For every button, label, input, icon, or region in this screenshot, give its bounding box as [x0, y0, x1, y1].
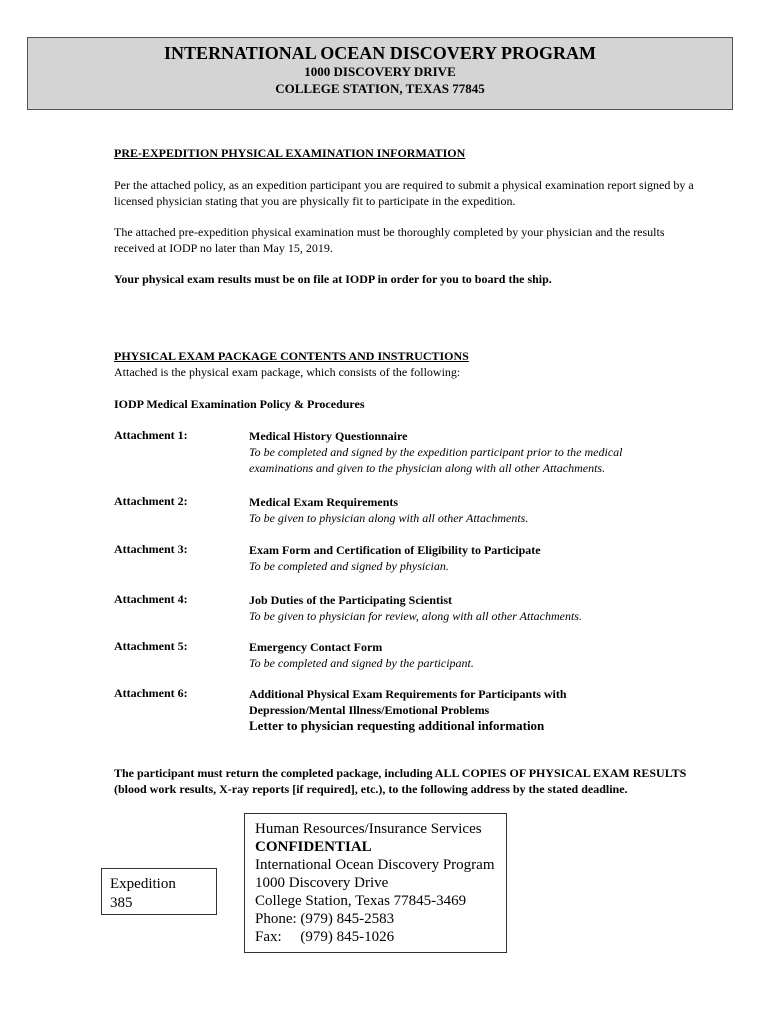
- return-instructions: The participant must return the completed package, including ALL COPIES OF PHYSICAL EXAM RESULTS (blood work results, X-ray reports [if required], etc.), to the following address by the stated deadline.: [114, 766, 687, 796]
- attachment-title: Exam Form and Certification of Eligibility to Participate: [249, 543, 541, 557]
- organization-title: INTERNATIONAL OCEAN DISCOVERY PROGRAM: [164, 43, 596, 63]
- attachment-label: Attachment 6:: [114, 686, 188, 700]
- attachment-description: To be given to physician for review, along with all other Attachments.: [249, 609, 582, 623]
- pre-exam-paragraph-2: The attached pre-expedition physical examination must be thoroughly completed by your physician and the results received at IODP no later than May 15, 2019.: [114, 225, 665, 255]
- attachment-title: Emergency Contact Form: [249, 640, 383, 654]
- pre-exam-section-title: PRE-EXPEDITION PHYSICAL EXAMINATION INFORMATION: [114, 146, 466, 160]
- attachment-label: Attachment 3:: [114, 542, 188, 556]
- address-street: 1000 Discovery Drive: [255, 875, 389, 891]
- attachment-label: Attachment 2:: [114, 494, 188, 508]
- address-phone: Phone: (979) 845-2583: [255, 911, 395, 927]
- organization-address-city: COLLEGE STATION, TEXAS 77845: [275, 81, 485, 96]
- attachment-title: Medical History Questionnaire: [249, 429, 408, 443]
- attachment-description: To be completed and signed by the participant.: [249, 656, 474, 670]
- address-city: College Station, Texas 77845-3469: [255, 893, 467, 909]
- attachment-item: [249, 494, 689, 526]
- attachment-title: Job Duties of the Participating Scientist: [249, 593, 452, 607]
- attachment-item: [249, 428, 689, 476]
- package-intro: Attached is the physical exam package, which consists of the following:: [114, 365, 461, 379]
- attachment-title: Medical Exam Requirements: [249, 495, 399, 509]
- attachment-item: [249, 639, 689, 671]
- address-confidential: CONFIDENTIAL: [255, 839, 372, 855]
- attachment-item: [249, 592, 689, 624]
- return-address-box: [244, 813, 507, 953]
- attachment-title: Additional Physical Exam Requirements for Participants with Depression/Mental Illness/Emotional Problems: [249, 687, 567, 717]
- address-fax: Fax: (979) 845-1026: [255, 929, 395, 945]
- expedition-label: Expedition: [110, 876, 176, 892]
- expedition-box: [101, 868, 217, 915]
- attachment-label: Attachment 5:: [114, 639, 188, 653]
- attachment-item: [249, 686, 619, 734]
- attachment-label: Attachment 1:: [114, 428, 188, 442]
- expedition-number: 385: [110, 895, 133, 911]
- package-section-title: PHYSICAL EXAM PACKAGE CONTENTS AND INSTRUCTIONS: [114, 349, 469, 363]
- pre-exam-paragraph-1: Per the attached policy, as an expedition participant you are required to submit a physical examination report signed by a licensed physician stating that you are physically fit to participate in the expedition.: [114, 178, 694, 208]
- attachment-description: To be given to physician along with all other Attachments.: [249, 511, 529, 525]
- address-department: Human Resources/Insurance Services: [255, 821, 482, 837]
- attachment-label: Attachment 4:: [114, 592, 188, 606]
- letterhead-box: [27, 37, 733, 110]
- attachment-description: To be completed and signed by physician.: [249, 559, 449, 573]
- attachment-extra-letter: Letter to physician requesting additional information: [249, 718, 545, 733]
- address-organization: International Ocean Discovery Program: [255, 857, 495, 873]
- pre-exam-boarding-note: Your physical exam results must be on file at IODP in order for you to board the ship.: [114, 272, 552, 286]
- attachment-description: To be completed and signed by the expedition participant prior to the medical examinations and given to the physician along with all other Attachments.: [249, 445, 623, 475]
- policy-title: IODP Medical Examination Policy & Procedures: [114, 397, 365, 411]
- organization-address-street: 1000 DISCOVERY DRIVE: [304, 64, 456, 79]
- attachment-item: [249, 542, 689, 574]
